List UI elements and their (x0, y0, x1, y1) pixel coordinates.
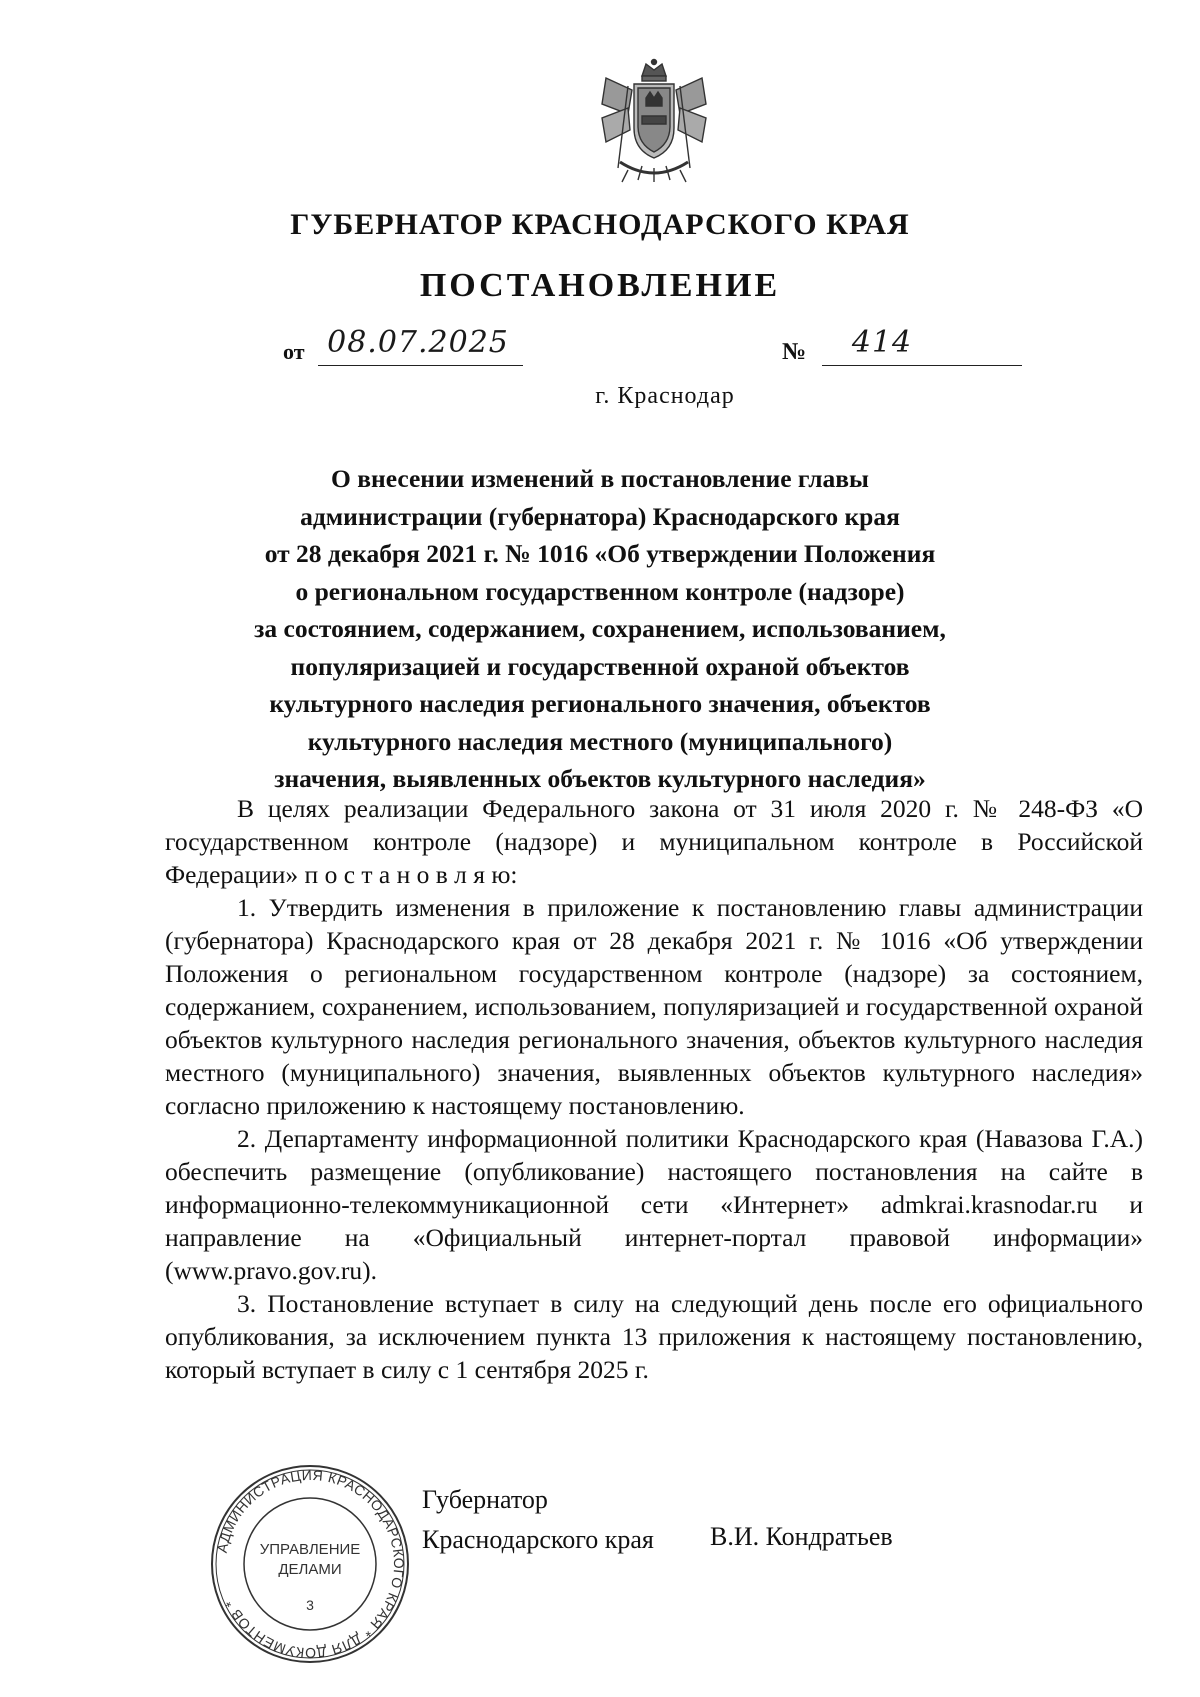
title-line: культурного наследия регионального значения, объектов (269, 689, 931, 718)
date-underline (318, 365, 523, 366)
title-line: О внесении изменений в постановление главы (331, 464, 869, 493)
authority-heading: ГУБЕРНАТОР КРАСНОДАРСКОГО КРАЯ (290, 208, 910, 241)
number-label: № (782, 339, 807, 365)
svg-text:АДМИНИСТРАЦИЯ КРАСНОДАРСКОГО К: АДМИНИСТРАЦИЯ КРАСНОДАРСКОГО КРАЯ * ДЛЯ ДОКУМЕНТОВ * (213, 1466, 408, 1662)
round-seal-icon (208, 1462, 412, 1666)
preamble-paragraph: В целях реализации Федерального закона от 31 июля 2020 г. № 248-ФЗ «О государственном контроле (надзоре) и муниципальном контроле в Российской Федерации» п о с т а н о в л я ю: (165, 794, 1143, 889)
handwritten-number: 414 (851, 325, 913, 360)
svg-text:3: 3 (306, 1597, 314, 1613)
title-line: администрации (губернатора) Краснодарского края (300, 501, 900, 531)
number-underline (822, 365, 1022, 366)
coat-of-arms-icon (598, 58, 710, 186)
svg-text:ДЕЛАМИ: ДЕЛАМИ (278, 1561, 342, 1578)
title-line: культурного наследия местного (муниципального) (307, 726, 893, 756)
date-number-row (0, 325, 1200, 375)
title-line: за состоянием, содержанием, сохранением, использованием, (254, 614, 946, 643)
item-2-paragraph: 2. Департаменту информационной политики Краснодарского края (Навазова Г.А.) обеспечить размещение (опубликование) настоящего постановления на сайте в информационно-телекоммуникационной сети «Интернет» admkrai.krasnodar.ru и направление на «Официальный интернет-портал правовой информации» (www.pravo.gov.ru). (165, 1124, 1143, 1285)
handwritten-date: 08.07.2025 (327, 325, 509, 360)
item-3-paragraph: 3. Постановление вступает в силу на следующий день после его официального опубликования, за исключением пункта 13 приложения к настоящему постановлению, который вступает в силу с 1 сентября 2025 г. (165, 1289, 1143, 1384)
title-line: популяризацией и государственной охраной объектов (290, 651, 910, 681)
title-line: значения, выявленных объектов культурного наследия» (274, 764, 926, 793)
svg-text:УПРАВЛЕНИЕ: УПРАВЛЕНИЕ (259, 1541, 361, 1558)
title-line: от 28 декабря 2021 г. № 1016 «Об утверждении Положения (264, 539, 936, 568)
signatory-name: В.И. Кондратьев (710, 1522, 893, 1551)
signatory-position (422, 1480, 654, 1560)
position-line-1: Губернатор (422, 1485, 548, 1514)
city-line: г. Краснодар (595, 383, 735, 409)
position-line-2: Краснодарского края (422, 1525, 654, 1554)
document-title (160, 460, 1040, 798)
document-body (165, 792, 1143, 1386)
title-line: о региональном государственном контроле (надзоре) (295, 576, 905, 606)
item-1-paragraph: 1. Утвердить изменения в приложение к постановлению главы администрации (губернатора) Краснодарского края от 28 декабря 2021 г. № 1016 «Об утверждении Положения о региональном государственном контроле (надзоре) за состоянием, содержанием, сохранением, использованием, популяризацией и государственной охраной объектов культурного наследия регионального значения, объектов культурного наследия местного (муниципального) значения, выявленных объектов культурного наследия» согласно приложению к настоящему постановлению. (165, 893, 1143, 1120)
document-type-heading: ПОСТАНОВЛЕНИЕ (419, 267, 781, 304)
date-label: от (283, 339, 305, 364)
